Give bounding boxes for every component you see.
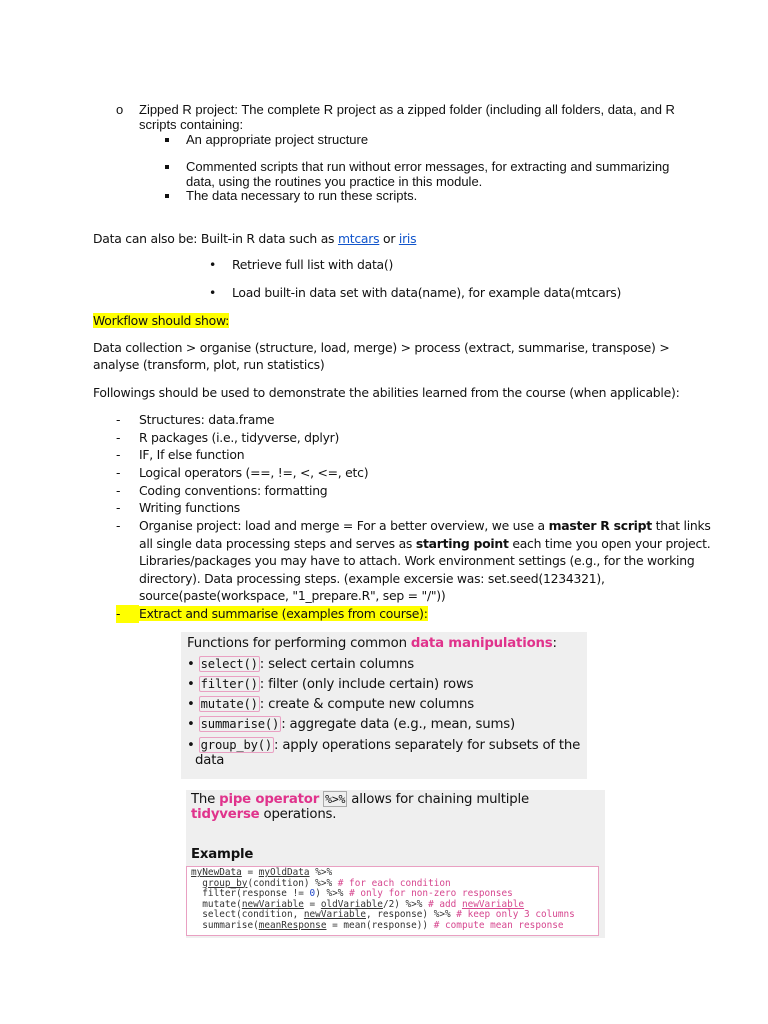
- workflow-line-1: Data collection > organise (structure, load, merge) > process (extract, summarise, transpose) >: [93, 340, 670, 355]
- sub-item-1: An appropriate project structure: [186, 132, 369, 147]
- code-line: filter(response != 0) %>% # only for non-zero responses: [191, 888, 513, 899]
- dash-bullet: -: [116, 518, 121, 533]
- pipe-operator-figure: [186, 790, 605, 938]
- fig1-desc: : filter (only include certain) rows: [259, 677, 474, 692]
- fig1-code: summarise(): [200, 717, 280, 731]
- code-line: group_by(condition) %>% # for each condition: [202, 877, 451, 889]
- builtin-line: [93, 230, 416, 248]
- fig1-title-highlight: data manipulations: [410, 636, 553, 651]
- fig1-item: • filter() : filter (only include certain) rows: [187, 677, 474, 692]
- workflow-heading: [93, 312, 229, 330]
- organise-bold-start: starting point: [415, 536, 509, 551]
- fig1-code: mutate(): [200, 697, 258, 711]
- workflow-line-2: analyse (transform, plot, run statistics): [93, 357, 325, 372]
- extract-dash: -: [116, 605, 139, 623]
- fig1-desc: : create & compute new columns: [259, 697, 474, 712]
- sub-item-2-line-1: Commented scripts that run without error messages, for extracting and summarizing: [186, 159, 670, 174]
- builtin-item-1: Retrieve full list with data(): [232, 257, 394, 272]
- dash-bullet: -: [116, 500, 121, 515]
- fig1-item: • summarise() : aggregate data (e.g., mean, sums): [187, 717, 515, 732]
- dash-bullet: -: [116, 447, 121, 462]
- fig1-desc: : aggregate data (e.g., mean, sums): [281, 717, 515, 732]
- fig2-example-heading: Example: [191, 847, 254, 862]
- followings-text: Followings should be used to demonstrate the abilities learned from the course (when applicable):: [93, 385, 680, 400]
- fig1-desc: : select certain columns: [259, 657, 414, 672]
- fig2-t6: operations.: [259, 807, 337, 822]
- dash-bullet: -: [116, 465, 121, 480]
- list-item: Writing functions: [139, 500, 241, 515]
- fig1-title-c: :: [552, 636, 557, 651]
- organise-line-3: Libraries/packages you may have to attach. Work environment settings (e.g., for the working: [139, 553, 695, 568]
- builtin-mid: or: [379, 231, 399, 246]
- sub-item-2-line-2: data, using the routines you practice in this module.: [186, 174, 483, 189]
- fig2-pipe-highlight: pipe operator: [219, 792, 320, 807]
- organise-line-4: directory). Data processing steps. (example excersie was: set.seed(1234321),: [139, 571, 605, 586]
- code-line: myNewData = myOldData %>%: [191, 867, 333, 878]
- square-bullet-icon: [165, 138, 169, 142]
- zipped-line-2: scripts containing:: [139, 117, 244, 132]
- workflow-heading-text: Workflow should show:: [93, 313, 230, 328]
- sub-item-3: The data necessary to run these scripts.: [186, 188, 418, 203]
- extract-heading: [139, 605, 428, 623]
- dash-bullet: -: [116, 430, 121, 445]
- code-line: select(condition, newVariable, response) %>% # keep only 3 columns: [191, 909, 575, 920]
- zipped-bullet: o: [116, 102, 124, 117]
- builtin-prefix: Data can also be: Built-in R data such as: [93, 231, 338, 246]
- organise-a: Organise project: load and merge = For a better overview, we use a: [139, 518, 549, 533]
- extract-heading-text: Extract and summarise (examples from course):: [139, 606, 428, 621]
- fig1-title-a: Functions for performing common: [187, 636, 411, 651]
- list-item: Structures: data.frame: [139, 412, 275, 427]
- organise-c: that links: [651, 518, 711, 533]
- functions-figure: [181, 632, 587, 779]
- list-item: Logical operators (==, !=, <, <=, etc): [139, 465, 369, 480]
- code-line: summarise(meanResponse = mean(response)) # compute mean response: [191, 919, 564, 931]
- fig1-title: [187, 634, 557, 654]
- square-bullet-icon: [165, 165, 169, 169]
- fig1-item-continued: data: [195, 753, 225, 768]
- fig2-line-2: [191, 807, 336, 822]
- organise-line-5: source(paste(workspace, "1_prepare.R", sep = "/")): [139, 588, 446, 603]
- fig1-item: • select() : select certain columns: [187, 657, 414, 672]
- fig2-t4: allows for chaining multiple: [347, 792, 530, 807]
- fig2-tidyverse-highlight: tidyverse: [191, 807, 260, 822]
- fig1-code: group_by(): [200, 738, 273, 752]
- code-line: mutate(newVariable = oldVariable/2) %>% # add newVariable: [191, 898, 525, 910]
- organise-line-1: [139, 517, 711, 535]
- organise-bold-master: master R script: [548, 518, 652, 533]
- list-item: Coding conventions: formatting: [139, 483, 328, 498]
- fig1-code: filter(): [200, 677, 258, 691]
- fig2-t1: The: [191, 792, 220, 807]
- dash-bullet: -: [116, 483, 121, 498]
- list-item: IF, If else function: [139, 447, 245, 462]
- fig1-code: select(): [200, 657, 258, 671]
- zipped-line-1: Zipped R project: The complete R project as a zipped folder (including all folders, data, and R: [139, 102, 675, 117]
- organise-2a: all single data processing steps and serves as: [139, 536, 416, 551]
- builtin-item-2: Load built-in data set with data(name), for example data(mtcars): [232, 285, 622, 300]
- code-block: [186, 866, 599, 936]
- fig1-desc: : apply operations separately for subsets of the: [274, 738, 581, 753]
- builtin-bullet-2: •: [209, 285, 217, 300]
- mtcars-link[interactable]: mtcars: [337, 231, 380, 246]
- fig1-item: • mutate() : create & compute new columns: [187, 697, 474, 712]
- list-item: R packages (i.e., tidyverse, dplyr): [139, 430, 340, 445]
- organise-line-2: [139, 535, 711, 553]
- fig2-pipe-symbol: %>%: [325, 792, 346, 806]
- builtin-bullet-1: •: [209, 257, 217, 272]
- fig2-line-1: [191, 792, 529, 807]
- iris-link[interactable]: iris: [398, 231, 417, 246]
- square-bullet-icon: [165, 194, 169, 198]
- fig1-item: • group_by() : apply operations separately for subsets of the: [187, 738, 581, 753]
- organise-2c: each time you open your project.: [508, 536, 711, 551]
- dash-bullet: -: [116, 412, 121, 427]
